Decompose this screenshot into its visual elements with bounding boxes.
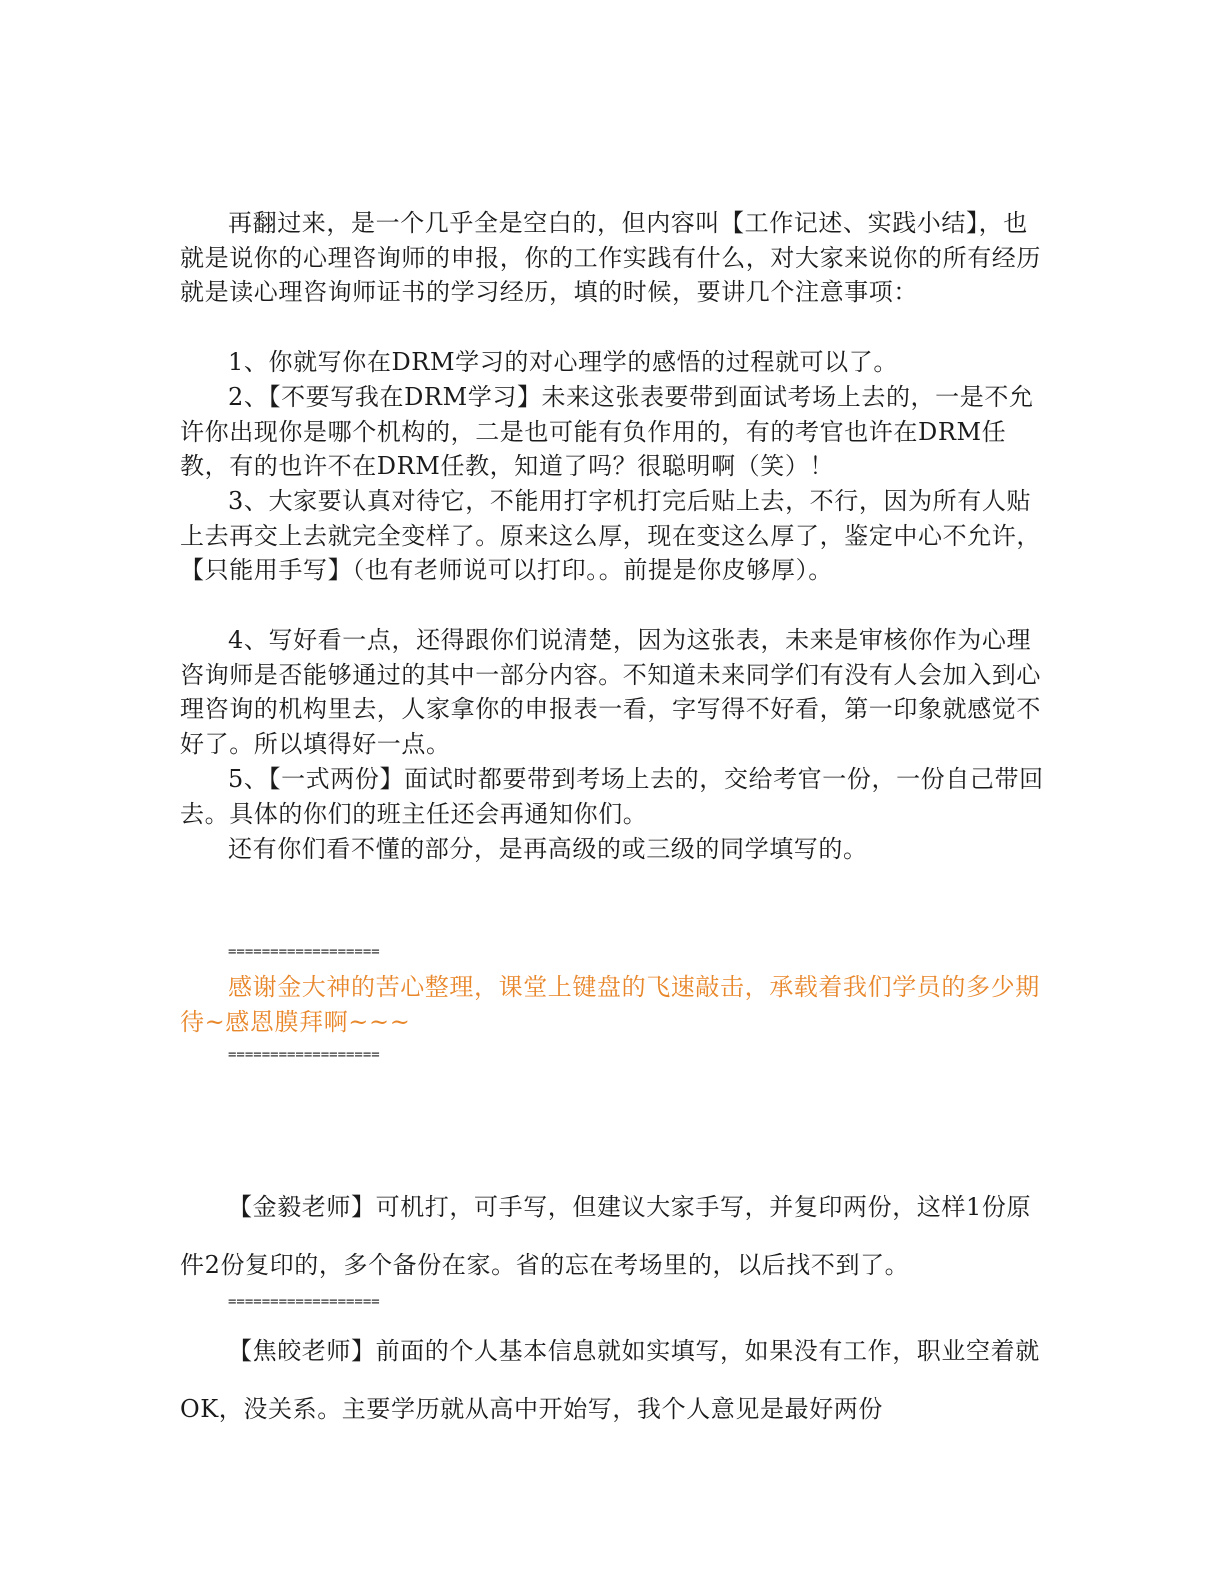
teacher-jiao-paragraph: 【焦皎老师】前面的个人基本信息就如实填写，如果没有工作，职业空着就OK，没关系。主要学历就从高中开始写，我个人意见是最好两份: [180, 1337, 1040, 1423]
list-item-3: 3、大家要认真对待它，不能用打字机打完后贴上去，不行，因为所有人贴上去再交上去就完全变样了。原来这么厚，现在变这么厚了，鉴定中心不允许，【只能用手写】（也有老师说可以打印。。前提是你皮够厚）。: [180, 487, 1041, 585]
list-item-5: 5、【一式两份】面试时都要带到考场上去的，交给考官一份，一份自己带回去。具体的你们的班主任还会再通知你们。: [180, 765, 1044, 828]
separator-line: ==================: [228, 1294, 380, 1310]
list-item-4: 4、写好看一点，还得跟你们说清楚，因为这张表，未来是审核你作为心理咨询师是否能够通过的其中一部分内容。不知道未来同学们有没有人会加入到心理咨询的机构里去，人家拿你的申报表一看，字写得不好看，第一印象就感觉不好了。所以填得好一点。: [180, 626, 1041, 759]
list-item-2: 2、【不要写我在DRM学习】未来这张表要带到面试考场上去的，一是不允许你出现你是哪个机构的，二是也可能有负作用的，有的考官也许在DRM任教，有的也许不在DRM任教，知道了吗？很聪明啊（笑）！: [180, 383, 1034, 481]
separator-line: ==================: [228, 944, 380, 960]
list-item-1: 1、你就写你在DRM学习的对心理学的感悟的过程就可以了。: [228, 348, 898, 376]
closing-paragraph: 还有你们看不懂的部分，是再高级的或三级的同学填写的。: [228, 835, 868, 863]
thanks-paragraph: 感谢金大神的苦心整理，课堂上键盘的飞速敲击，承载着我们学员的多少期待~感恩膜拜啊~~~: [180, 973, 1040, 1036]
separator-line: ==================: [228, 1047, 380, 1063]
teacher-jin-paragraph: 【金毅老师】可机打，可手写，但建议大家手写，并复印两份，这样1份原件2份复印的，多个备份在家。省的忘在考场里的，以后找不到了。: [180, 1193, 1032, 1279]
intro-paragraph: 再翻过来，是一个几乎全是空白的，但内容叫【工作记述、实践小结】，也就是说你的心理咨询师的申报，你的工作实践有什么，对大家来说你的所有经历就是读心理咨询师证书的学习经历，填的时候，要讲几个注意事项：: [180, 209, 1041, 307]
